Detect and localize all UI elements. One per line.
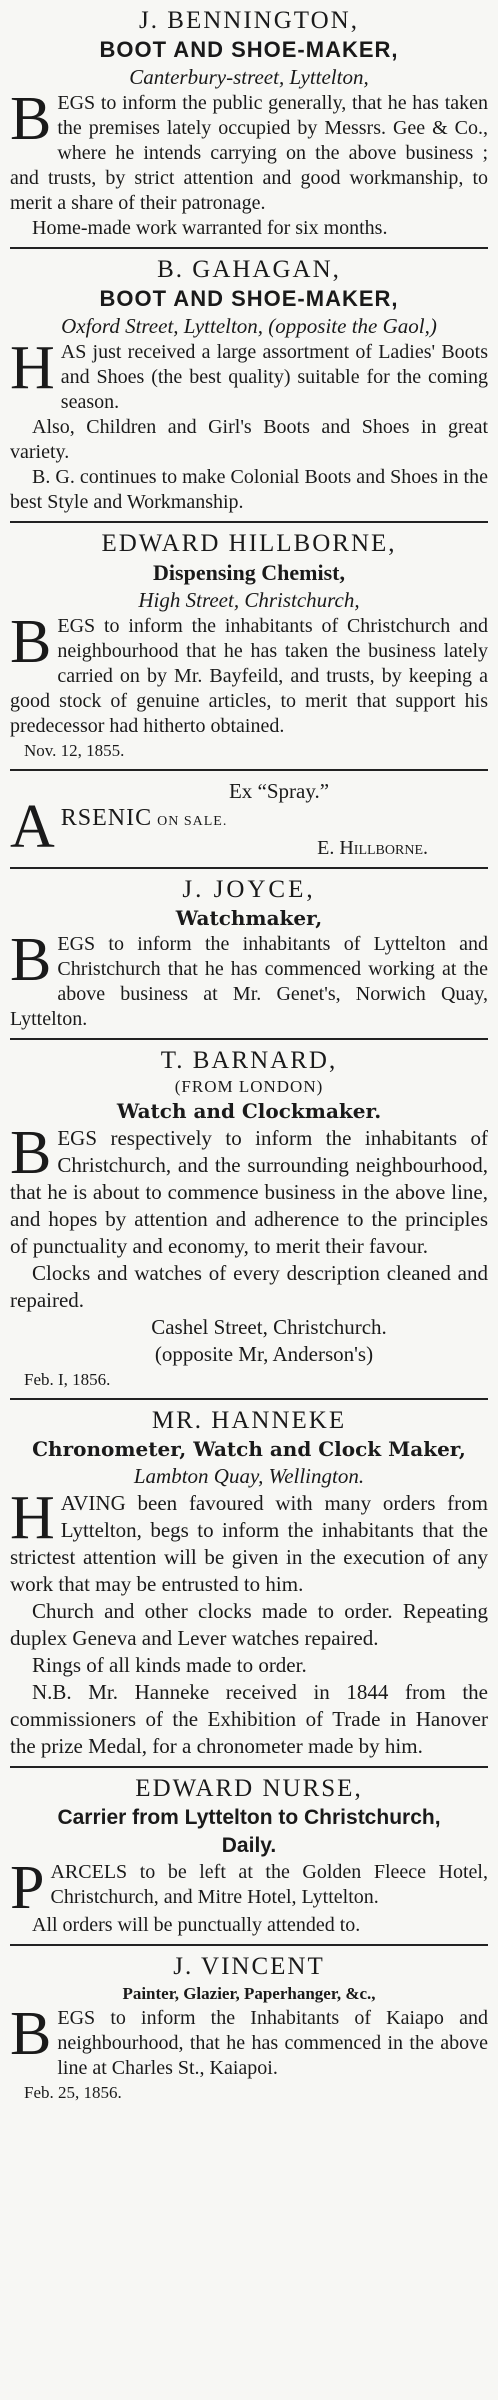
ad-continues: B. G. continues to make Colonial Boots and Shoes in the best Style and Workmanship.: [10, 466, 488, 513]
drop-cap: B: [10, 85, 52, 153]
ad-hanneke: [10, 1406, 488, 1760]
ad-body-text: EGS to inform the Inhabitants of Kaiapo and neighbourhood, that he has commenced in the above line at Charles St., Kaiapoi.: [57, 2007, 488, 2079]
ad-name: B. GAHAGAN,: [157, 256, 341, 283]
divider: [10, 1398, 488, 1400]
divider: [10, 1944, 488, 1946]
ad-address2: (opposite Mr, Anderson's): [154, 1342, 374, 1366]
ad-body: [10, 1484, 488, 1760]
ad-nb: N.B. Mr. Hanneke received in 1844 from the commissioners of the Exhibition of Trade in Hanover the prize Medal, for a chronometer made by him.: [10, 1680, 488, 1758]
divider: [10, 247, 488, 249]
ad-trade: Dispensing Chemist,: [153, 560, 345, 585]
ad-gahagan: [10, 255, 488, 515]
ad-name: T. BARNARD,: [160, 1047, 338, 1074]
ad-body-text: EGS to inform the inhabitants of Lyttelton and Christchurch that he has commenced working at the above business at Mr. Genet's, Norwich Quay, Lyttelton.: [10, 933, 488, 1030]
ad-trade: Painter, Glazier, Paperhanger, &c.,: [122, 1984, 376, 2003]
ad-name: J. VINCENT: [173, 1953, 325, 1980]
ad-name: J. JOYCE,: [182, 876, 316, 903]
ad-address: Canterbury-street, Lyttelton,: [129, 65, 369, 89]
ad-address: Oxford Street, Lyttelton, (opposite the Gaol,): [61, 314, 437, 338]
ad-trade: BOOT AND SHOE-MAKER,: [99, 37, 399, 62]
ad-body: [10, 926, 488, 1032]
drop-cap: H: [10, 334, 55, 402]
divider: [10, 867, 488, 869]
ad-arsenic: [10, 777, 488, 861]
ad-address: High Street, Christchurch,: [138, 588, 360, 612]
ad-body-text: ARCELS to be left at the Golden Fleece Hotel, Christchurch, and Mitre Hotel, Lyttelton.: [50, 1861, 488, 1908]
divider: [10, 1038, 488, 1040]
ad-name: MR. HANNEKE: [151, 1407, 347, 1434]
ad-vincent: [10, 1952, 488, 2105]
drop-cap: H: [10, 1484, 55, 1552]
ad-trade-daily: Daily.: [221, 1834, 277, 1857]
ad-signed: E. Hillborne.: [317, 837, 428, 859]
ad-barnard: [10, 1046, 488, 1392]
ad-bennington: [10, 6, 488, 241]
ad-name: EDWARD HILLBORNE,: [101, 530, 397, 557]
ad-trade: Watch and Clockmaker.: [116, 1099, 382, 1123]
drop-cap: B: [10, 1119, 52, 1187]
ad-hillborne: [10, 529, 488, 763]
ad-body-text: AS just received a large assortment of Ladies' Boots and Shoes (the best quality) suitable for the coming season.: [60, 341, 488, 413]
ad-address: Lambton Quay, Wellington.: [133, 1464, 365, 1488]
ad-orders: All orders will be punctually attended to.: [32, 1914, 361, 1936]
ad-rings: Rings of all kinds made to order.: [32, 1653, 307, 1677]
ad-body-text: AVING been favoured with many orders from Lyttelton, begs to inform the inhabitants that the strictest attention will be given in the execution of any work that may be entrusted to him.: [10, 1491, 488, 1596]
ad-also: Also, Children and Girl's Boots and Shoes in great variety.: [10, 416, 488, 463]
ad-trade: Watchmaker,: [175, 906, 323, 930]
ad-name: J. BENNINGTON,: [139, 7, 359, 34]
ad-body: [10, 1854, 488, 1938]
ad-body: [10, 334, 488, 515]
drop-cap: A: [10, 793, 55, 861]
ad-date: Feb. 25, 1856.: [24, 2083, 122, 2102]
ad-church: Church and other clocks made to order. Repeating duplex Geneva and Lever watches repaired.: [10, 1599, 488, 1650]
ad-body: [10, 1119, 488, 1392]
ad-joyce: [10, 875, 488, 1032]
drop-cap: B: [10, 608, 52, 676]
ad-clocks: Clocks and watches of every description cleaned and repaired.: [10, 1261, 488, 1312]
ad-trade: Chronometer, Watch and Clock Maker,: [32, 1437, 466, 1461]
drop-cap: B: [10, 926, 52, 994]
divider: [10, 521, 488, 523]
ad-date: Nov. 12, 1855.: [24, 741, 125, 760]
ad-from: (FROM LONDON): [174, 1077, 324, 1096]
ad-arsenic-line: [10, 793, 488, 861]
ad-address1: Cashel Street, Christchurch.: [151, 1315, 387, 1339]
ad-body-text: EGS to inform the public generally, that he has taken the premises lately occupied by Messrs. Gee & Co., where he intends carrying on the above business ; and trusts, by strict attention and good workmanship, to merit a share of their patronage.: [10, 92, 488, 214]
arsenic-word: RSENIC: [60, 805, 153, 831]
on-sale: ON SALE.: [157, 814, 228, 829]
ad-body-text: EGS to inform the inhabitants of Christchurch and neighbourhood that he has taken the business lately carried on by Mr. Bayfeild, and trusts, by keeping a good stock of genuine articles, to merit that support his predecessor had hitherto obtained.: [10, 615, 488, 737]
divider: [10, 769, 488, 771]
ad-ex: Ex “Spray.”: [228, 779, 330, 803]
divider: [10, 1766, 488, 1768]
ad-name: EDWARD NURSE,: [135, 1775, 363, 1802]
ad-trade: Carrier from Lyttelton to Christchurch,: [57, 1806, 441, 1829]
ad-note: Home-made work warranted for six months.: [32, 217, 388, 239]
drop-cap: B: [10, 2000, 52, 2068]
ad-body-text: EGS respectively to inform the inhabitants of Christchurch, and the surrounding neighbourhood, that he is about to commence business in the above line, and hopes by attention and adherence to the principles of punctuality and economy, to merit their favour.: [10, 1126, 488, 1258]
ad-body: [10, 2000, 488, 2105]
ad-nurse: [10, 1774, 488, 1938]
ad-body: [10, 85, 488, 241]
drop-cap: P: [10, 1854, 45, 1922]
ad-body: [10, 608, 488, 763]
ad-trade: BOOT AND SHOE-MAKER,: [99, 286, 399, 311]
ad-date: Feb. I, 1856.: [24, 1370, 111, 1389]
